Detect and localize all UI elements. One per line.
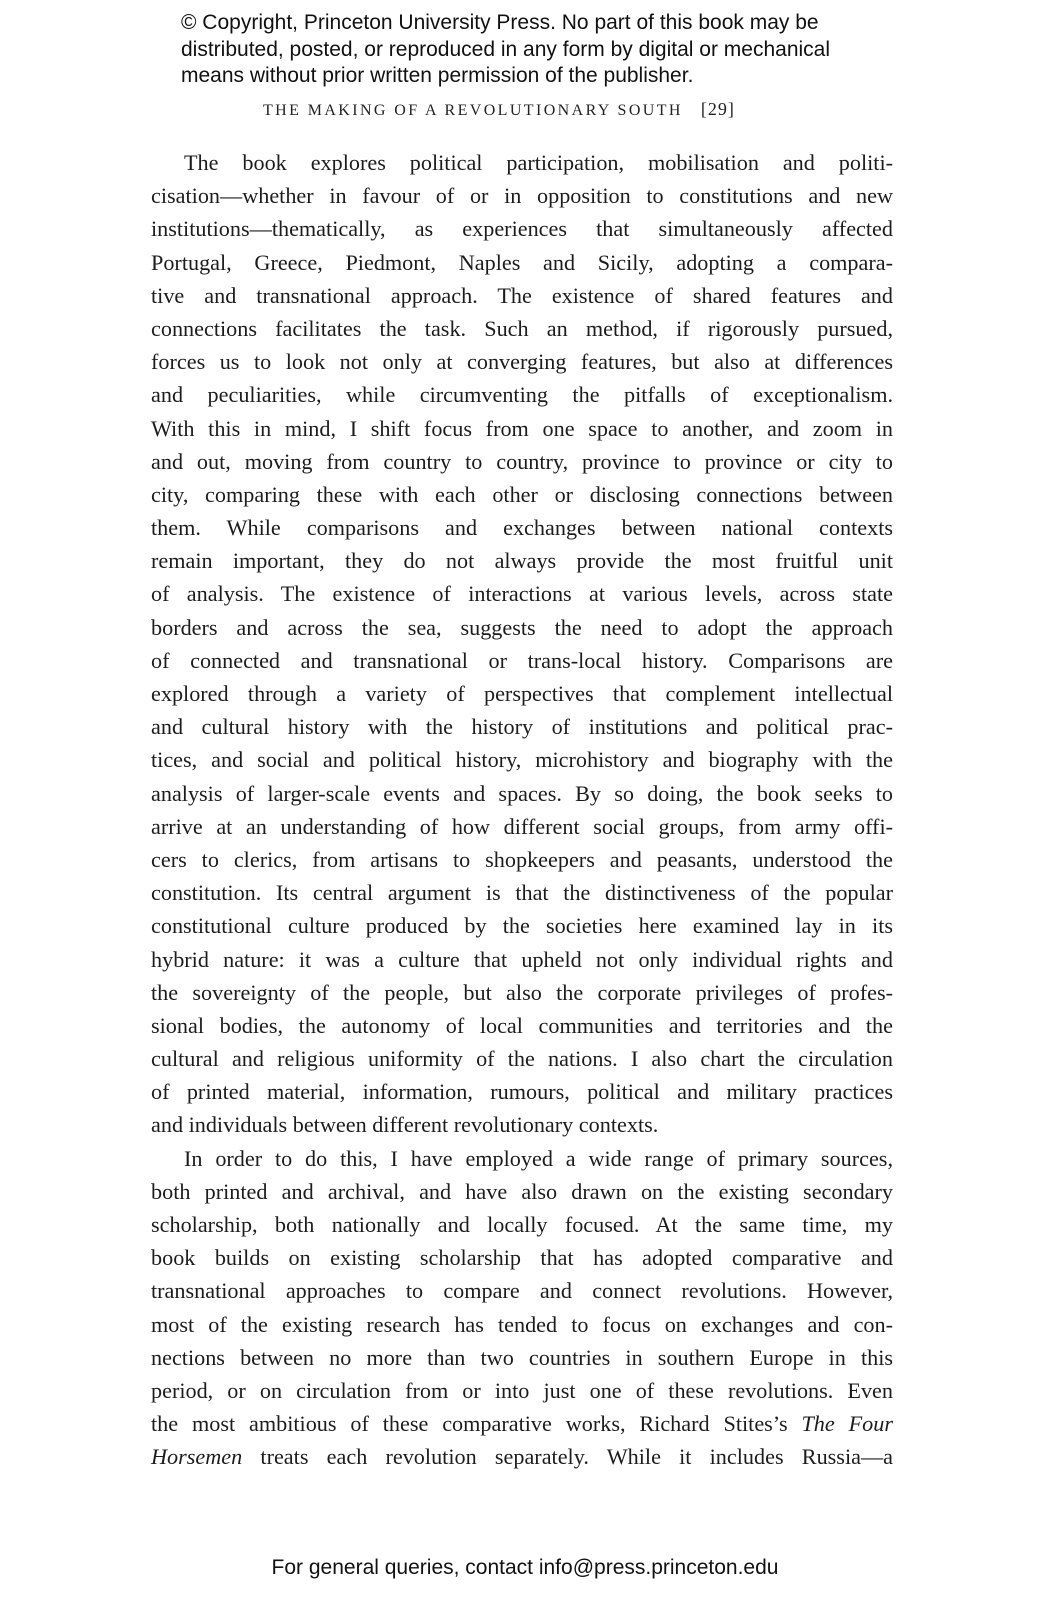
text-line: borders and across the sea, suggests the need to adopt the approach: [151, 614, 893, 640]
text-line: cultural and religious uniformity of the nations. I also chart the circulation: [151, 1046, 893, 1072]
text-line: With this in mind, I shift focus from one space to another, and zoom in: [151, 415, 893, 441]
text-line: constitutional culture produced by the societies here examined lay in its: [151, 913, 893, 939]
text-line: connections facilitates the task. Such an method, if rigorously pursued,: [151, 315, 893, 341]
text-line: In order to do this, I have employed a wide range of primary sources,: [184, 1145, 893, 1171]
text-line: hybrid nature: it was a culture that upheld not only individual rights and: [151, 946, 893, 972]
text-line: cisation—whether in favour of or in opposition to constitutions and new: [151, 183, 893, 209]
text-line: tive and transnational approach. The existence of shared features and: [151, 282, 893, 308]
text-line: The book explores political participation, mobilisation and politi-: [184, 150, 893, 175]
copyright-notice: [181, 10, 901, 90]
paragraph-1: [151, 146, 893, 1142]
running-head-title: THE MAKING OF A REVOLUTIONARY SOUTH: [263, 102, 683, 119]
footer-contact: For general queries, contact info@press.princeton.edu: [271, 1556, 779, 1579]
text-line: constitution. Its central argument is that the distinctiveness of the popular: [151, 880, 893, 906]
text-line: [151, 1440, 893, 1473]
text-line: tices, and social and political history, microhistory and biography with the: [151, 747, 893, 773]
text-line: forces us to look not only at converging features, but also at differences: [151, 349, 893, 375]
text-line: city, comparing these with each other or disclosing connections between: [151, 481, 893, 507]
text-line: [151, 1407, 893, 1440]
text-line: sional bodies, the autonomy of local communities and territories and the: [151, 1012, 893, 1038]
text-line: the sovereignty of the people, but also the corporate privileges of profes-: [151, 979, 893, 1005]
text-line: of printed material, information, rumours, political and military practices: [151, 1079, 893, 1105]
text-segment: the most ambitious of these comparative works, Richard Stites’s: [151, 1411, 802, 1437]
text-line: them. While comparisons and exchanges between national contexts: [151, 515, 893, 541]
text-line: most of the existing research has tended to focus on exchanges and con-: [151, 1311, 893, 1337]
text-line: nections between no more than two countries in southern Europe in this: [151, 1344, 893, 1370]
text-line: and individuals between different revolutionary contexts.: [151, 1112, 659, 1138]
text-line: arrive at an understanding of how different social groups, from army offi-: [151, 813, 893, 839]
text-line: and cultural history with the history of institutions and political prac-: [151, 714, 893, 740]
text-line: analysis of larger-scale events and spaces. By so doing, the book seeks to: [151, 780, 893, 806]
running-head: [263, 99, 735, 120]
text-line: period, or on circulation from or into just one of these revolutions. Even: [151, 1377, 893, 1403]
text-line: book builds on existing scholarship that has adopted comparative and: [151, 1245, 893, 1271]
text-line: remain important, they do not always provide the most fruitful unit: [151, 548, 893, 574]
text-line: and out, moving from country to country, province to province or city to: [151, 448, 893, 474]
text-line: cers to clerics, from artisans to shopkeepers and peasants, understood the: [151, 846, 893, 872]
text-line: both printed and archival, and have also drawn on the existing secondary: [151, 1178, 893, 1204]
text-segment: treats each revolution separately. While it includes Russia—a: [242, 1444, 893, 1470]
text-line: of connected and transnational or trans-local history. Comparisons are: [151, 647, 893, 673]
book-title-italic: The Four: [801, 1411, 893, 1437]
text-line: explored through a variety of perspectives that complement intellectual: [151, 681, 893, 706]
text-line: institutions—thematically, as experiences that simultaneously affected: [151, 216, 893, 242]
text-line: of analysis. The existence of interactions at various levels, across state: [151, 581, 893, 607]
text-line: and peculiarities, while circumventing the pitfalls of exceptionalism.: [151, 382, 893, 408]
text-line: transnational approaches to compare and connect revolutions. However,: [151, 1278, 893, 1304]
text-line: Portugal, Greece, Piedmont, Naples and Sicily, adopting a compara-: [151, 249, 893, 275]
copyright-line: © Copyright, Princeton University Press. No part of this book may be: [181, 11, 819, 34]
text-line: scholarship, both nationally and locally focused. At the same time, my: [151, 1212, 893, 1237]
copyright-line: means without prior written permission of the publisher.: [181, 64, 694, 87]
copyright-line: distributed, posted, or reproduced in any form by digital or mechanical: [181, 37, 831, 61]
body-text: [151, 146, 893, 1474]
book-title-italic: Horsemen: [151, 1444, 243, 1470]
paragraph-2: [151, 1142, 893, 1474]
page-number: [29]: [700, 99, 735, 119]
